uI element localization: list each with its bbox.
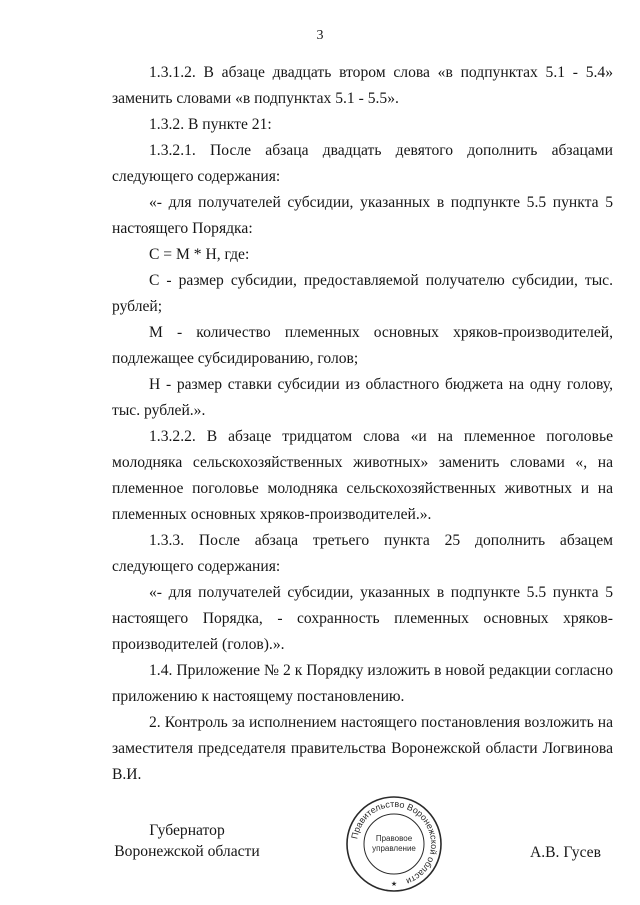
paragraph-1-3-3: 1.3.3. После абзаца третьего пункта 25 дополнить абзацем следующего содержания: (112, 532, 613, 575)
paragraph-h-definition: Н - размер ставки субсидии из областного бюджета на одну голову, тыс. рублей.». (112, 376, 613, 419)
stamp-ring-text: Правительство Воронежской области (349, 798, 440, 887)
paragraph-formula: С = М * Н, где: (149, 246, 250, 263)
paragraph-1-3-2-2: 1.3.2.2. В абзаце тридцатом слова «и на племенное поголовье молодняка сельскохозяйственных животных» заменить словами «, на племенное поголовье молодняка сельскохозяйственных животных и на племенных основных хряков-производителей.». (112, 428, 613, 523)
paragraph-1-3-2-1: 1.3.2.1. После абзаца двадцать девятого дополнить абзацами следующего содержания: (112, 142, 613, 185)
page-number: 3 (316, 28, 324, 43)
signatory-position (112, 820, 262, 862)
paragraph-1-4: 1.4. Приложение № 2 к Порядку изложить в новой редакции согласно приложению к настоящему постановлению. (112, 662, 613, 705)
signatory-position-line2: Воронежской области (114, 843, 260, 860)
stamp-center-line1: Правовое (375, 834, 413, 843)
paragraph-quote-safety: «- для получателей субсидии, указанных в подпункте 5.5 пункта 5 настоящего Порядка, - сохранность племенных основных хряков-производителей (голов).». (112, 584, 613, 653)
paragraph-1-3-2: 1.3.2. В пункте 21: (149, 116, 272, 133)
paragraph-c-definition: С - размер субсидии, предоставляемой получателю субсидии, тыс. рублей; (112, 272, 613, 315)
signatory-position-line1: Губернатор (149, 822, 225, 839)
official-stamp (344, 794, 444, 894)
paragraph-quote-recipients: «- для получателей субсидии, указанных в подпункте 5.5 пункта 5 настоящего Порядка: (112, 194, 613, 237)
paragraph-2-control: 2. Контроль за исполнением настоящего постановления возложить на заместителя председателя правительства Воронежской области Логвинова В.И. (112, 714, 613, 783)
paragraph-1-3-1-2: 1.3.1.2. В абзаце двадцать втором слова «в подпунктах 5.1 - 5.4» заменить словами «в подпунктах 5.1 - 5.5». (112, 64, 613, 107)
signatory-name: А.В. Гусев (530, 844, 601, 861)
paragraph-m-definition: М - количество племенных основных хряков-производителей, подлежащее субсидированию, голов; (112, 324, 613, 367)
stamp-center-line2: управление (372, 844, 416, 853)
stamp-star-icon: ★ (390, 880, 398, 888)
